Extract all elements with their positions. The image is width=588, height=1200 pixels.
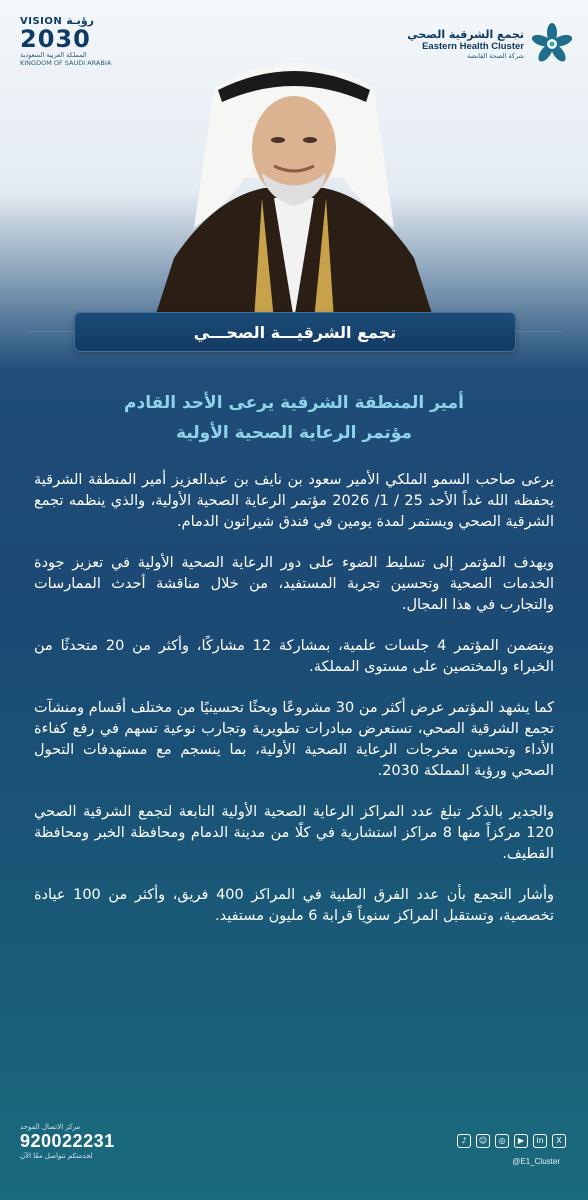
- paragraph-6: وأشار التجمع بأن عدد الفرق الطبية في المراكز 400 فريق، وأكثر من 100 عيادة تخصصية، وتستقبل المراكز سنوياً قرابة 6 مليون مستفيد.: [34, 887, 554, 924]
- youtube-icon[interactable]: ▶: [514, 1134, 528, 1148]
- banner-title: تجمع الشرقيـــة الصحـــي: [74, 312, 516, 352]
- portrait-photo: [154, 48, 434, 320]
- headline-line-1: أمير المنطقة الشرقية يرعى الأحد القادم: [124, 393, 464, 413]
- cluster-sub: شركة الصحة القابضة: [467, 52, 524, 60]
- x-icon[interactable]: X: [552, 1134, 566, 1148]
- vision-word: VISION: [20, 16, 63, 27]
- contact-tagline: لخدمتكم نتواصل معًا الآن: [20, 1152, 93, 1160]
- vision-arabic: رؤيـة: [66, 14, 94, 27]
- vision-2030-logo: [20, 14, 130, 67]
- vision-year: 2030: [20, 25, 91, 53]
- phone-number[interactable]: 920022231: [20, 1131, 115, 1151]
- linkedin-icon[interactable]: in: [533, 1134, 547, 1148]
- paragraph-5: والجدير بالذكر تبلغ عدد المراكز الرعاية الصحية الأولية التابعة لتجمع الشرقية الصحي 120 مركزاً منها 8 مراكز استشارية في كلًا من مدينة الدمام ومحافظة الخبر ومحافظة القطيف.: [34, 804, 554, 862]
- article-body: [34, 470, 554, 947]
- tiktok-icon[interactable]: ♪: [457, 1134, 471, 1148]
- paragraph-3: ويتضمن المؤتمر 4 جلسات علمية، بمشاركة 12 مشاركًا، وأكثر من 20 متحدثًا من الخبراء والمختصين على مستوى المملكة.: [34, 638, 554, 675]
- cluster-arabic-name: تجمع الشرقية الصحي: [407, 28, 524, 41]
- social-handle[interactable]: @E1_Cluster: [512, 1157, 560, 1166]
- kingdom-english: KINGDOM OF SAUDI ARABIA: [20, 59, 112, 67]
- contact-block: [20, 1123, 160, 1160]
- headline-line-2: مؤتمر الرعاية الصحية الأولية: [176, 423, 412, 443]
- cluster-flower-icon: [530, 22, 574, 66]
- snapchat-icon[interactable]: ☺: [476, 1134, 490, 1148]
- social-icons: [457, 1134, 566, 1148]
- kingdom-arabic: المملكة العربية السعودية: [20, 51, 87, 59]
- cluster-english-name: Eastern Health Cluster: [422, 41, 524, 52]
- instagram-icon[interactable]: ◎: [495, 1134, 509, 1148]
- paragraph-1: يرعى صاحب السمو الملكي الأمير سعود بن نايف بن عبدالعزيز أمير المنطقة الشرقية يحفظه الله غداً الأحد 25 / 1/ 2026 مؤتمر الرعاية الصحية الأولية، والذي ينظمه تجمع الشرقية الصحي ويستمر لمدة يومين في فندق شيراتون الدمام.: [34, 472, 555, 530]
- paragraph-2: ويهدف المؤتمر إلى تسليط الضوء على دور الرعاية الصحية الأولية في تعزيز جودة الخدمات الصحية وتحسين تجربة المستفيد، من خلال مناقشة أحدث الممارسات والتجارب في هذا المجال.: [34, 555, 554, 613]
- contact-label: مركز الاتصال الموحد: [20, 1123, 81, 1131]
- paragraph-4: كما يشهد المؤتمر عرض أكثر من 30 مشروعًا وبحثًا تحسينيًا من مختلف أقسام ومنشآت تجمع الشرقية الصحي، تستعرض مبادرات تطويرية وتجارب نوعية تسهم في رفع كفاءة الأداء وتحسين مخرجات الرعاية الصحية الأولية، بما ينسجم مع مستهدفات التحول الصحي ورؤية المملكة 2030.: [34, 700, 554, 779]
- headline: [30, 388, 558, 448]
